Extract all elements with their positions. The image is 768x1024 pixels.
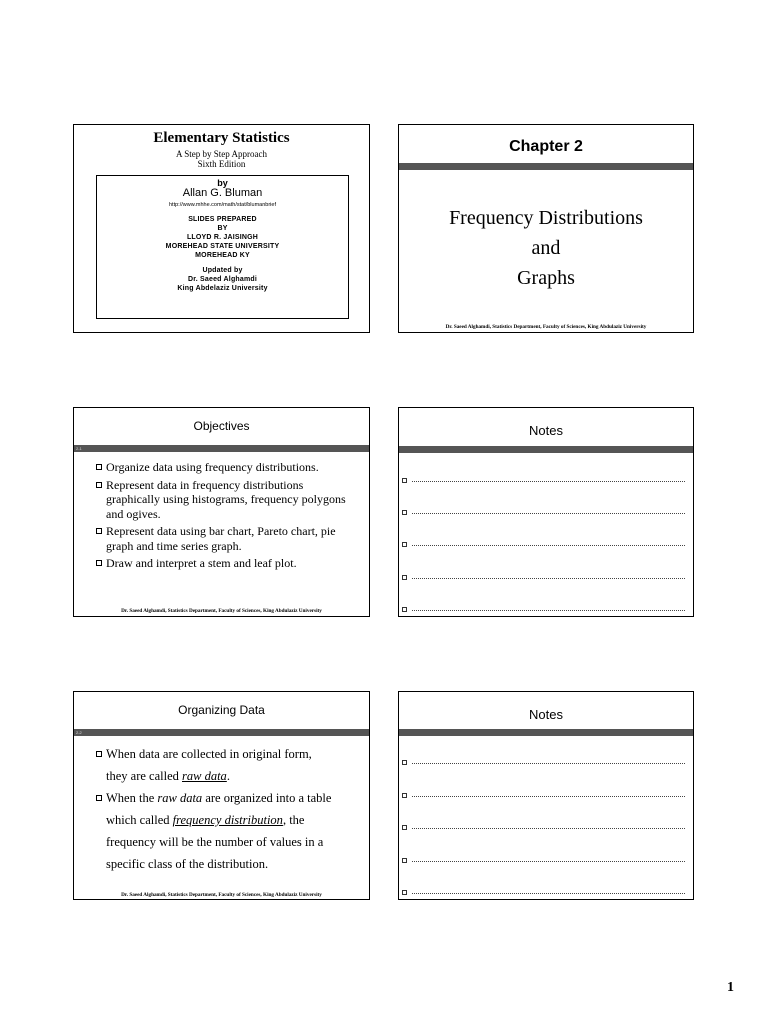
chapter-label: Chapter 2	[509, 138, 583, 155]
checkbox-bullet-icon	[402, 760, 407, 765]
checkbox-bullet-icon	[96, 795, 102, 801]
slide-number-mark: 2-1	[76, 446, 82, 451]
notes-line	[402, 541, 685, 549]
checkbox-bullet-icon	[402, 510, 407, 515]
by-label: by	[217, 178, 228, 188]
prepared-line-2: BY	[217, 225, 228, 232]
updated-line-3: King Abdelaziz University	[177, 285, 268, 292]
notes-line	[402, 792, 685, 800]
list-item	[96, 460, 359, 475]
notes-title: Notes	[529, 423, 563, 438]
objective-text: Represent data using bar chart, Pareto chart, pie graph and time series graph.	[106, 524, 336, 553]
notes-line	[402, 477, 685, 485]
list-item	[96, 787, 359, 875]
list-item	[96, 478, 359, 522]
book-subtitle: A Step by Step Approach	[176, 149, 267, 159]
slide-footer: Dr. Saeed Alghamdi, Statistics Department, Faculty of Sciences, King Abdulaziz University	[445, 324, 647, 330]
list-item	[96, 556, 359, 571]
author-name: Allan G. Bluman	[182, 187, 263, 199]
slide-number-mark: 2-2	[76, 730, 82, 735]
slide-footer: Dr. Saeed Alghamdi, Statistics Department, Faculty of Sciences, King Abdulaziz University	[121, 608, 322, 614]
slide-chapter	[398, 124, 694, 333]
notes-line	[402, 889, 685, 897]
chapter-title-line-3: Graphs	[517, 267, 575, 289]
checkbox-bullet-icon	[96, 528, 102, 534]
book-url: http://www.mhhe.com/math/stat/blumanbrief	[169, 202, 276, 208]
prepared-line-3: LLOYD R. JAISINGH	[186, 234, 259, 241]
bullet-line: which called frequency distribution, the	[106, 813, 305, 827]
slide-organizing-data	[73, 691, 370, 900]
divider-bar	[399, 163, 693, 170]
checkbox-bullet-icon	[402, 825, 407, 830]
checkbox-bullet-icon	[402, 542, 407, 547]
updated-line-2: Dr. Saeed Alghamdi	[187, 276, 258, 283]
notes-line	[402, 509, 685, 517]
bullet-line: When data are collected in original form,	[106, 747, 312, 761]
bullet-line: they are called raw data.	[106, 769, 230, 783]
prepared-line-1: SLIDES PREPARED	[188, 216, 257, 223]
notes-line	[402, 857, 685, 865]
checkbox-bullet-icon	[96, 751, 102, 757]
bullet-line: When the raw data are organized into a table	[106, 791, 332, 805]
term-raw-data: raw data	[157, 791, 203, 805]
chapter-title-line-1: Frequency Distributions	[449, 207, 643, 229]
organizing-list	[96, 743, 359, 875]
book-title: Elementary Statistics	[153, 130, 290, 146]
checkbox-bullet-icon	[402, 890, 407, 895]
slide-title	[73, 124, 370, 333]
checkbox-bullet-icon	[96, 560, 102, 566]
notes-panel	[398, 691, 694, 900]
checkbox-bullet-icon	[402, 607, 407, 612]
slide-title-objectives: Objectives	[193, 419, 250, 433]
list-item	[96, 524, 359, 553]
divider-bar	[399, 446, 693, 453]
notes-title: Notes	[529, 707, 563, 722]
term-frequency-distribution: frequency distribution	[172, 813, 283, 827]
objectives-list	[96, 460, 359, 571]
notes-line	[402, 759, 685, 767]
slide-footer: Dr. Saeed Alghamdi, Statistics Department, Faculty of Sciences, King Abdulaziz University	[121, 892, 322, 898]
divider-bar	[399, 729, 693, 736]
author-box	[96, 175, 349, 319]
page-number: 1	[727, 980, 734, 995]
objective-text: Draw and interpret a stem and leaf plot.	[106, 556, 297, 570]
bullet-line: frequency will be the number of values in a	[106, 835, 324, 849]
divider-bar	[74, 445, 369, 452]
notes-line	[402, 574, 685, 582]
checkbox-bullet-icon	[402, 793, 407, 798]
book-edition: Sixth Edition	[197, 159, 246, 169]
notes-panel	[398, 407, 694, 617]
updated-line-1: Updated by	[202, 267, 243, 274]
slide-title-organizing-data: Organizing Data	[178, 703, 265, 717]
notes-line	[402, 606, 685, 614]
checkbox-bullet-icon	[402, 575, 407, 580]
prepared-line-4: MOREHEAD STATE UNIVERSITY	[165, 243, 280, 250]
checkbox-bullet-icon	[96, 482, 102, 488]
list-item	[96, 743, 359, 787]
checkbox-bullet-icon	[402, 478, 407, 483]
notes-line	[402, 824, 685, 832]
chapter-title-line-2: and	[531, 237, 561, 259]
bullet-line: specific class of the distribution.	[106, 857, 269, 871]
checkbox-bullet-icon	[402, 858, 407, 863]
objective-text: Organize data using frequency distributions.	[106, 460, 319, 474]
divider-bar	[74, 729, 369, 736]
prepared-line-5: MOREHEAD KY	[195, 252, 250, 259]
objective-text: Represent data in frequency distributions graphically using histograms, frequency polygons and ogives.	[106, 477, 346, 521]
slide-objectives	[73, 407, 370, 617]
checkbox-bullet-icon	[96, 464, 102, 470]
term-raw-data: raw data	[182, 769, 227, 783]
